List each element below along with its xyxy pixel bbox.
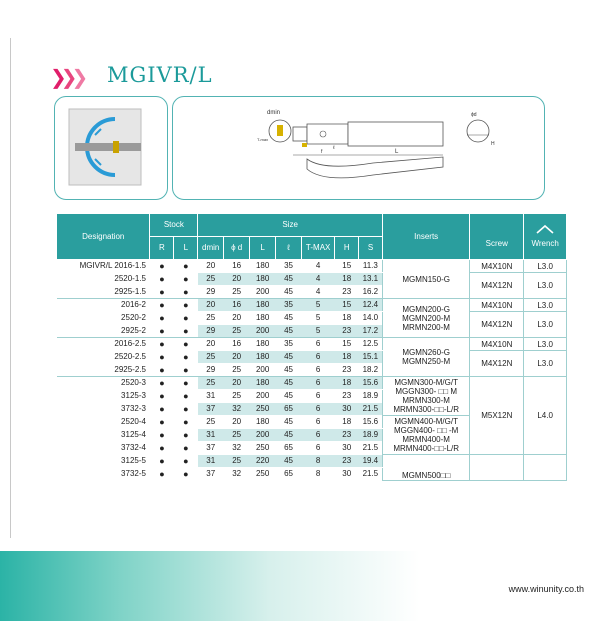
table-cell: 2016-2.5 bbox=[57, 338, 150, 351]
spec-table bbox=[56, 213, 567, 481]
table-cell: 6 bbox=[302, 351, 335, 364]
header-phid: ϕ d bbox=[224, 237, 250, 260]
table-cell: 37 bbox=[198, 403, 224, 416]
table-cell: ● bbox=[174, 403, 198, 416]
table-cell: ● bbox=[174, 299, 198, 312]
table-cell: 18 bbox=[335, 312, 359, 325]
table-cell: 3125-5 bbox=[57, 455, 150, 468]
table-cell: 16 bbox=[224, 299, 250, 312]
table-cell: 250 bbox=[250, 442, 276, 455]
table-cell: 5 bbox=[302, 299, 335, 312]
header-dmin: dmin bbox=[198, 237, 224, 260]
table-cell: 25 bbox=[198, 377, 224, 390]
header-designation: Designation bbox=[57, 214, 150, 260]
table-cell: 45 bbox=[276, 390, 302, 403]
label-f: f bbox=[321, 149, 323, 155]
table-cell: 37 bbox=[198, 468, 224, 481]
table-cell: 65 bbox=[276, 442, 302, 455]
table-cell: ● bbox=[150, 325, 174, 338]
table-cell: 2016-2 bbox=[57, 299, 150, 312]
table-row bbox=[57, 351, 567, 364]
table-cell: 15 bbox=[335, 338, 359, 351]
table-cell: 18 bbox=[335, 416, 359, 429]
table-cell: 30 bbox=[335, 468, 359, 481]
table-cell: 2520-3 bbox=[57, 377, 150, 390]
table-cell: ● bbox=[174, 442, 198, 455]
table-cell: MGIVR/L 2016-1.5 bbox=[57, 260, 150, 273]
wrench-cell: L3.0 bbox=[524, 351, 567, 377]
table-cell: 16 bbox=[224, 260, 250, 273]
table-cell: ● bbox=[174, 390, 198, 403]
wrench-cell: L3.0 bbox=[524, 338, 567, 351]
label-H: H bbox=[491, 141, 495, 147]
table-cell: 20 bbox=[224, 312, 250, 325]
table-cell: 23 bbox=[335, 325, 359, 338]
table-cell: ● bbox=[174, 455, 198, 468]
table-cell: ● bbox=[150, 299, 174, 312]
table-cell: 29 bbox=[198, 364, 224, 377]
table-cell: 21.5 bbox=[359, 468, 383, 481]
table-row bbox=[57, 299, 567, 312]
left-divider bbox=[10, 38, 11, 538]
table-cell: ● bbox=[150, 351, 174, 364]
table-cell: 45 bbox=[276, 286, 302, 299]
table-cell: 20 bbox=[198, 260, 224, 273]
table-cell: 4 bbox=[302, 260, 335, 273]
table-cell: 31 bbox=[198, 455, 224, 468]
wrench-cell: L3.0 bbox=[524, 312, 567, 338]
table-cell: 5 bbox=[302, 312, 335, 325]
table-cell: 6 bbox=[302, 416, 335, 429]
table-cell: 6 bbox=[302, 338, 335, 351]
table-cell: 18 bbox=[335, 377, 359, 390]
screw-cell: M4X10N bbox=[470, 260, 524, 273]
table-cell: 35 bbox=[276, 299, 302, 312]
table-cell: 18.2 bbox=[359, 364, 383, 377]
table-cell: 15 bbox=[335, 299, 359, 312]
table-cell: 31 bbox=[198, 390, 224, 403]
table-cell: 8 bbox=[302, 468, 335, 481]
table-cell: 20 bbox=[224, 416, 250, 429]
table-cell: 4 bbox=[302, 273, 335, 286]
table-cell: 2520-1.5 bbox=[57, 273, 150, 286]
table-cell: 25 bbox=[198, 273, 224, 286]
table-cell: ● bbox=[150, 338, 174, 351]
table-cell: 200 bbox=[250, 364, 276, 377]
table-cell: 21.5 bbox=[359, 442, 383, 455]
table-cell: 25 bbox=[198, 416, 224, 429]
table-cell: 31 bbox=[198, 429, 224, 442]
table-cell: 180 bbox=[250, 273, 276, 286]
table-cell: ● bbox=[150, 364, 174, 377]
table-cell: 17.2 bbox=[359, 325, 383, 338]
table-cell: 3732-3 bbox=[57, 403, 150, 416]
header-wrench: Wrench bbox=[524, 214, 567, 260]
table-cell: 6 bbox=[302, 442, 335, 455]
dimension-drawing bbox=[172, 96, 545, 200]
wrench-cell: L3.0 bbox=[524, 299, 567, 312]
table-cell: 23 bbox=[335, 429, 359, 442]
table-cell: 45 bbox=[276, 455, 302, 468]
table-cell: 29 bbox=[198, 325, 224, 338]
table-cell: ● bbox=[174, 416, 198, 429]
screw-cell-empty bbox=[470, 455, 524, 481]
header-size: Size bbox=[198, 214, 383, 237]
table-row bbox=[57, 312, 567, 325]
table-cell: ● bbox=[174, 351, 198, 364]
table-cell: 2520-2 bbox=[57, 312, 150, 325]
table-cell: 180 bbox=[250, 351, 276, 364]
table-row bbox=[57, 338, 567, 351]
table-cell: ● bbox=[174, 312, 198, 325]
table-cell: 20 bbox=[224, 273, 250, 286]
table-cell: 16 bbox=[224, 338, 250, 351]
table-cell: 19.4 bbox=[359, 455, 383, 468]
table-cell: 45 bbox=[276, 325, 302, 338]
table-cell: 35 bbox=[276, 260, 302, 273]
header-screw: Screw bbox=[470, 214, 524, 260]
screw-cell: M4X12N bbox=[470, 273, 524, 299]
table-cell: 18 bbox=[335, 351, 359, 364]
table-cell: 25 bbox=[224, 455, 250, 468]
table-cell: 11.3 bbox=[359, 260, 383, 273]
table-cell: 15.6 bbox=[359, 377, 383, 390]
table-cell: 32 bbox=[224, 403, 250, 416]
table-cell: 29 bbox=[198, 286, 224, 299]
table-cell: 32 bbox=[224, 468, 250, 481]
table-cell: 45 bbox=[276, 312, 302, 325]
table-cell: 32 bbox=[224, 442, 250, 455]
table-cell: 180 bbox=[250, 377, 276, 390]
table-cell: 35 bbox=[276, 338, 302, 351]
screw-cell: M4X10N bbox=[470, 338, 524, 351]
table-cell: 25 bbox=[198, 351, 224, 364]
table-cell: 37 bbox=[198, 442, 224, 455]
table-cell: 30 bbox=[335, 442, 359, 455]
header-l: L bbox=[174, 237, 198, 260]
page-title: MGIVR/L bbox=[107, 63, 213, 87]
table-cell: 30 bbox=[335, 403, 359, 416]
table-cell: 12.4 bbox=[359, 299, 383, 312]
table-cell: 45 bbox=[276, 377, 302, 390]
table-row bbox=[57, 273, 567, 286]
table-row bbox=[57, 377, 567, 390]
table-cell: 23 bbox=[335, 455, 359, 468]
table-cell: 200 bbox=[250, 325, 276, 338]
header-stock: Stock bbox=[150, 214, 198, 237]
table-cell: 6 bbox=[302, 429, 335, 442]
table-cell: 45 bbox=[276, 351, 302, 364]
table-cell: ● bbox=[150, 455, 174, 468]
table-cell: ● bbox=[174, 429, 198, 442]
header-s: S bbox=[359, 237, 383, 260]
table-cell: ● bbox=[174, 286, 198, 299]
wrench-cell-empty bbox=[524, 455, 567, 481]
inserts-cell: MGMN200-G MGMN200-M MRMN200-M bbox=[383, 299, 470, 338]
table-cell: 3732-4 bbox=[57, 442, 150, 455]
table-cell: 15 bbox=[335, 260, 359, 273]
wrench-cell: L3.0 bbox=[524, 273, 567, 299]
inserts-cell: MGMN400-M/G/T MGGN400- □□ -M MRMN400-M MRMN400-□□-L/R bbox=[383, 416, 470, 455]
table-cell: 180 bbox=[250, 338, 276, 351]
table-cell: ● bbox=[150, 390, 174, 403]
table-cell: 2520-4 bbox=[57, 416, 150, 429]
table-cell: 180 bbox=[250, 299, 276, 312]
header-inserts: Inserts bbox=[383, 214, 470, 260]
table-cell: ● bbox=[150, 468, 174, 481]
inserts-cell: MGMN150-G bbox=[383, 260, 470, 299]
table-cell: 13.1 bbox=[359, 273, 383, 286]
table-cell: 6 bbox=[302, 364, 335, 377]
header-tmax: T-MAX bbox=[302, 237, 335, 260]
screw-cell: M4X12N bbox=[470, 312, 524, 338]
label-tmax: T-max bbox=[257, 137, 269, 142]
wrench-icon bbox=[536, 224, 554, 234]
header-h: H bbox=[335, 237, 359, 260]
table-cell: ● bbox=[150, 260, 174, 273]
table-cell: 20 bbox=[224, 351, 250, 364]
table-cell: 18.9 bbox=[359, 390, 383, 403]
table-cell: 8 bbox=[302, 455, 335, 468]
table-cell: 18 bbox=[335, 273, 359, 286]
table-cell: 180 bbox=[250, 312, 276, 325]
table-cell: ● bbox=[174, 260, 198, 273]
chevron-icon: ❯❯❯ bbox=[50, 65, 83, 89]
table-cell: 14.0 bbox=[359, 312, 383, 325]
table-cell: 25 bbox=[198, 312, 224, 325]
label-L: L bbox=[395, 149, 399, 155]
table-cell: 18.9 bbox=[359, 429, 383, 442]
table-cell: 6 bbox=[302, 390, 335, 403]
table-cell: 45 bbox=[276, 273, 302, 286]
wrench-cell: L4.0 bbox=[524, 377, 567, 455]
table-cell: 20 bbox=[224, 377, 250, 390]
table-cell: 25 bbox=[224, 390, 250, 403]
table-cell: ● bbox=[150, 312, 174, 325]
table-cell: 25 bbox=[224, 325, 250, 338]
table-cell: 180 bbox=[250, 260, 276, 273]
table-row bbox=[57, 455, 567, 468]
table-cell: 20 bbox=[198, 299, 224, 312]
table-cell: 20 bbox=[198, 338, 224, 351]
table-cell: 3732-5 bbox=[57, 468, 150, 481]
table-cell: 200 bbox=[250, 390, 276, 403]
table-cell: ● bbox=[174, 325, 198, 338]
table-cell: ● bbox=[150, 377, 174, 390]
table-cell: 6 bbox=[302, 403, 335, 416]
screw-cell: M5X12N bbox=[470, 377, 524, 455]
table-cell: 23 bbox=[335, 390, 359, 403]
table-cell: ● bbox=[150, 286, 174, 299]
table-cell: 12.5 bbox=[359, 338, 383, 351]
table-cell: 2925-2.5 bbox=[57, 364, 150, 377]
table-cell: ● bbox=[150, 442, 174, 455]
table-cell: 25 bbox=[224, 286, 250, 299]
table-cell: 25 bbox=[224, 429, 250, 442]
table-cell: ● bbox=[174, 338, 198, 351]
table-cell: 6 bbox=[302, 377, 335, 390]
table-cell: 15.1 bbox=[359, 351, 383, 364]
table-cell: 25 bbox=[224, 364, 250, 377]
table-cell: 45 bbox=[276, 364, 302, 377]
table-cell: 3125-3 bbox=[57, 390, 150, 403]
application-illustration bbox=[54, 96, 168, 200]
header-r: R bbox=[150, 237, 174, 260]
table-cell: 220 bbox=[250, 455, 276, 468]
table-cell: 200 bbox=[250, 286, 276, 299]
table-cell: 23 bbox=[335, 364, 359, 377]
table-cell: 250 bbox=[250, 468, 276, 481]
inserts-cell: MGMN260-G MGMN250-M bbox=[383, 338, 470, 377]
table-cell: 2925-2 bbox=[57, 325, 150, 338]
table-cell: ● bbox=[150, 429, 174, 442]
table-cell: 200 bbox=[250, 429, 276, 442]
table-cell: ● bbox=[150, 273, 174, 286]
table-cell: 65 bbox=[276, 468, 302, 481]
table-cell: 23 bbox=[335, 286, 359, 299]
table-cell: ● bbox=[150, 403, 174, 416]
table-cell: 180 bbox=[250, 416, 276, 429]
header-length: L bbox=[250, 237, 276, 260]
table-cell: ● bbox=[174, 377, 198, 390]
label-dmin: dmin bbox=[267, 110, 281, 116]
table-cell: ● bbox=[174, 273, 198, 286]
table-cell: 15.6 bbox=[359, 416, 383, 429]
label-phid: ϕd bbox=[471, 112, 477, 118]
table-cell: 45 bbox=[276, 416, 302, 429]
label-l: ℓ bbox=[333, 145, 335, 151]
table-cell: 45 bbox=[276, 429, 302, 442]
table-cell: 4 bbox=[302, 286, 335, 299]
table-cell: 21.5 bbox=[359, 403, 383, 416]
screw-cell: M4X10N bbox=[470, 299, 524, 312]
header-ell: ℓ bbox=[276, 237, 302, 260]
screw-cell: M4X12N bbox=[470, 351, 524, 377]
table-cell: 65 bbox=[276, 403, 302, 416]
table-cell: ● bbox=[150, 416, 174, 429]
wrench-cell: L3.0 bbox=[524, 260, 567, 273]
table-cell: 250 bbox=[250, 403, 276, 416]
table-cell: 5 bbox=[302, 325, 335, 338]
table-cell: ● bbox=[174, 364, 198, 377]
table-cell: ● bbox=[174, 468, 198, 481]
table-cell: 16.2 bbox=[359, 286, 383, 299]
inserts-cell: MGMN500□□ bbox=[383, 455, 470, 481]
table-row bbox=[57, 260, 567, 273]
table-cell: 2925-1.5 bbox=[57, 286, 150, 299]
footer-website-link[interactable]: www.winunity.co.th bbox=[508, 584, 584, 594]
table-cell: 2520-2.5 bbox=[57, 351, 150, 364]
inserts-cell: MGMN300-M/G/T MGGN300- □□ M MRMN300-M MRMN300-□□-L/R bbox=[383, 377, 470, 416]
table-cell: 3125-4 bbox=[57, 429, 150, 442]
